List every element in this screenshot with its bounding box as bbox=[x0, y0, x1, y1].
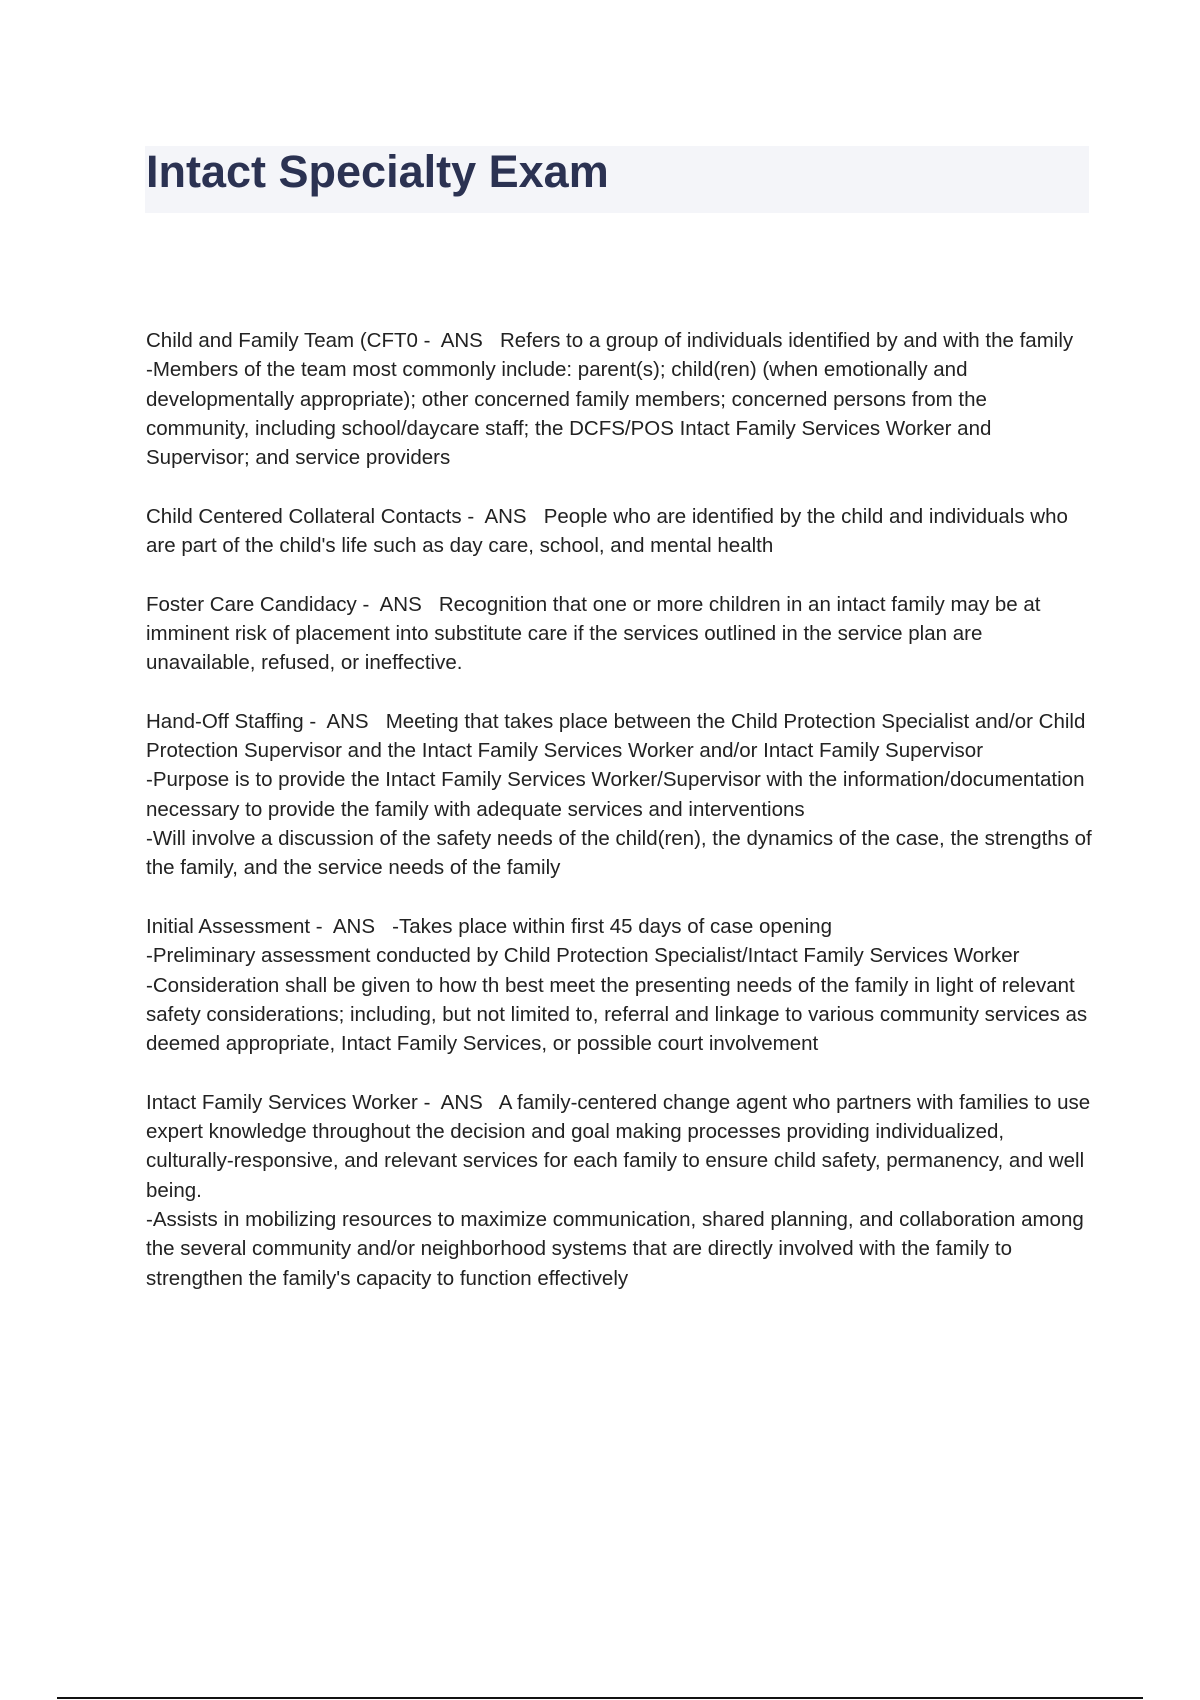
page-title: Intact Specialty Exam bbox=[146, 146, 609, 197]
ans-label: ANS bbox=[332, 914, 376, 938]
ans-label: ANS bbox=[326, 709, 369, 733]
entry-term: Child and Family Team (CFT0 - bbox=[146, 329, 437, 352]
ans-label: ANS bbox=[440, 329, 483, 352]
entry-term: Child Centered Collateral Contacts - bbox=[146, 504, 480, 528]
entry-definition: -Takes place within first 45 days of case opening bbox=[392, 914, 832, 938]
ans-label: ANS bbox=[484, 504, 527, 528]
entry-definition: Meeting that takes place between the Child Protection Specialist and/or Child Protection Supervisor and the Intact Family Services Worker and/or Intact Family Supervisor bbox=[146, 709, 1086, 763]
flashcard-list bbox=[146, 326, 1094, 1322]
entry-point: -Members of the team most commonly include: parent(s); child(ren) (when emotionally and developmentally appropriate); other concerned family members; concerned persons from the community, including school/daycare staff; the DCFS/POS Intact Family Services Worker and Supervisor; and service providers bbox=[146, 358, 992, 470]
flashcard-entry bbox=[146, 707, 1094, 883]
flashcard-entry bbox=[146, 326, 1094, 472]
entry-definition: A family-centered change agent who partners with families to use expert knowledge throughout the decision and goal making processes providing individualized, culturally-responsive, and relevant services for each family to ensure child safety, permanency, and well being. bbox=[146, 1090, 1091, 1202]
flashcard-entry bbox=[146, 1088, 1094, 1293]
entry-term: Intact Family Services Worker - bbox=[146, 1090, 437, 1114]
entry-point: -Preliminary assessment conducted by Child Protection Specialist/Intact Family Services Worker bbox=[146, 944, 1020, 968]
entry-term: Initial Assessment - bbox=[146, 914, 329, 938]
entry-point: -Consideration shall be given to how th best meet the presenting needs of the family in light of relevant safety considerations; including, but not limited to, referral and linkage to various community services as deemed appropriate, Intact Family Services, or possible court involvement bbox=[146, 973, 1088, 1056]
entry-definition: People who are identified by the child and individuals who are part of the child's life such as day care, school, and mental health bbox=[146, 504, 1068, 558]
flashcard-entry bbox=[146, 502, 1094, 561]
entry-point: -Purpose is to provide the Intact Family Services Worker/Supervisor with the information/documentation necessary to provide the family with adequate services and interventions bbox=[146, 768, 1085, 821]
footer-divider bbox=[57, 1697, 1143, 1699]
entry-term: Foster Care Candidacy - bbox=[146, 592, 376, 616]
ans-label: ANS bbox=[379, 592, 422, 616]
entry-definition: Recognition that one or more children in an intact family may be at imminent risk of placement into substitute care if the services outlined in the service plan are unavailable, refused, or ineffective. bbox=[146, 592, 1041, 675]
flashcard-entry bbox=[146, 912, 1094, 1058]
entry-point: -Will involve a discussion of the safety needs of the child(ren), the dynamics of the case, the strengths of the family, and the service needs of the family bbox=[146, 827, 1092, 880]
entry-definition: Refers to a group of individuals identified by and with the family bbox=[499, 329, 1074, 352]
entry-term: Hand-Off Staffing - bbox=[146, 709, 322, 733]
flashcard-entry bbox=[146, 590, 1094, 678]
entry-point: -Assists in mobilizing resources to maximize communication, shared planning, and collaboration among the several community and/or neighborhood systems that are directly involved with the family to strengthen the family's capacity to function effectively bbox=[146, 1207, 1084, 1290]
ans-label: ANS bbox=[440, 1090, 483, 1114]
